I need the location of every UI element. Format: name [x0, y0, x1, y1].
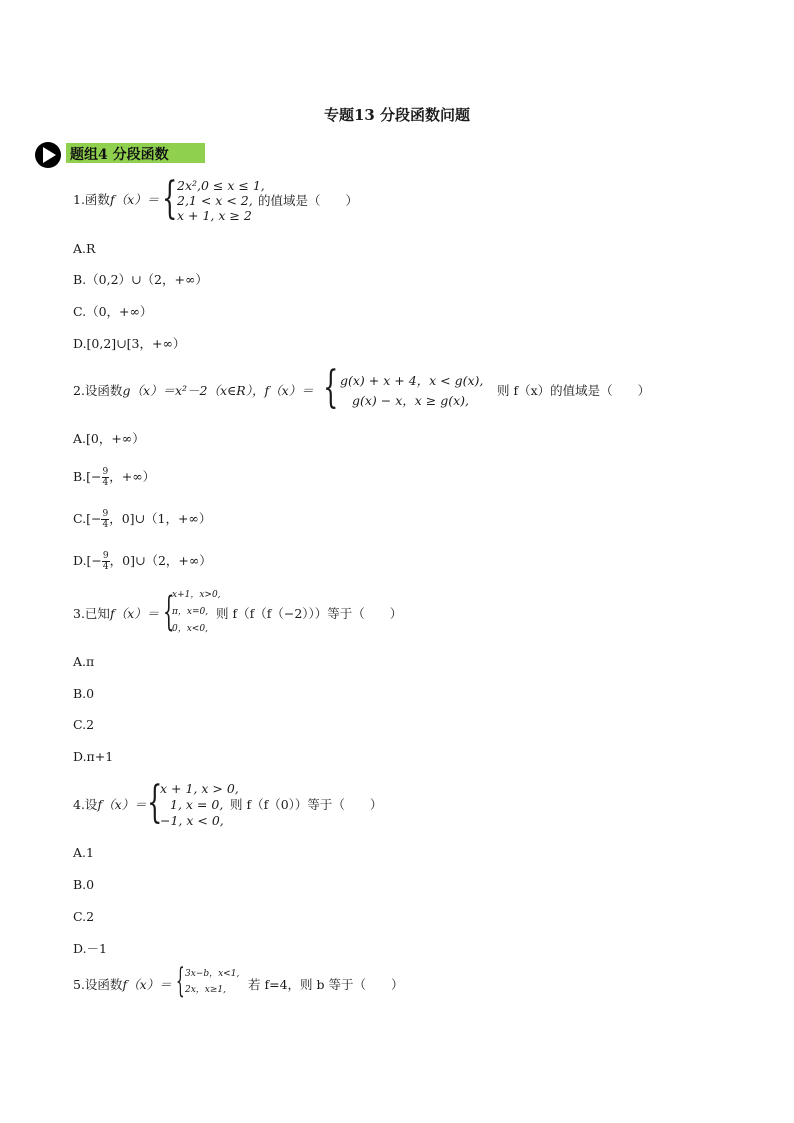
q5-func-text: f（x）＝	[122, 977, 172, 992]
question-2-piecewise	[323, 362, 496, 413]
q2-d-fraction	[102, 551, 110, 572]
question-2-prefix	[73, 382, 314, 400]
q2-option-d	[73, 551, 212, 572]
q2-b-post: ，+∞）	[109, 469, 156, 484]
q5-suffix: 若 f=4，则 b 等于（ ）	[248, 977, 404, 992]
q5-case-2: 2x，x≥1,	[185, 985, 227, 995]
q2-option-a: A.[0，+∞）	[73, 431, 145, 446]
q2-gdef-text: g（x）＝x²－2（x∈R），f（x）＝	[122, 383, 314, 398]
section-label: 题组4 分段函数	[70, 147, 169, 163]
q2-option-c	[73, 509, 211, 530]
q2-option-b	[73, 467, 155, 488]
q3-option-d: D.π+1	[73, 749, 114, 764]
question-5-prefix	[73, 976, 172, 994]
q3-option-b: B.0	[73, 686, 95, 701]
q5-brace: {	[176, 961, 185, 1001]
q2-c-den: 4	[102, 520, 109, 530]
q3-option-c: C.2	[73, 717, 95, 732]
q2-brace: {	[323, 362, 339, 413]
q3-brace: {	[163, 589, 175, 635]
q3-case-3: 0，x<0,	[172, 624, 208, 634]
q2-d-den: 4	[102, 562, 109, 572]
q4-case-2: 1, x = 0,	[170, 797, 224, 812]
question-3-piecewise	[163, 588, 221, 638]
q4-option-b: B.0	[73, 877, 95, 892]
q1-case-2: 2,1 < x < 2,	[177, 193, 253, 208]
question-1-prefix	[73, 191, 159, 209]
q2-d-num: 9	[102, 551, 109, 561]
q2-b-num: 9	[102, 467, 109, 477]
q4-option-a: A.1	[73, 845, 94, 860]
q4-func-text: f（x）＝	[97, 797, 147, 812]
q2-d-post: ，0]∪（2，+∞）	[109, 553, 212, 568]
question-1-piecewise	[162, 173, 265, 227]
q1-option-a: A.R	[73, 241, 96, 256]
q3-suffix: 则 f（f（f（−2）））等于（ ）	[216, 606, 403, 621]
q1-option-d: D.[0,2]∪[3，+∞）	[73, 336, 186, 351]
q5-case-1: 3x−b，x<1,	[185, 969, 240, 979]
q2-d-pre: D.[−	[73, 553, 102, 568]
page-title: 专题13 分段函数问题	[323, 106, 471, 124]
q5-prefix-text: 5.设函数	[73, 977, 123, 992]
q3-prefix-text: 3.已知	[73, 606, 110, 621]
q2-c-post: ，0]∪（1，+∞）	[109, 511, 212, 526]
q1-option-c: C.（0，+∞）	[73, 304, 153, 319]
q2-b-pre: B.[−	[73, 469, 102, 484]
q4-brace: {	[147, 777, 163, 828]
q3-case-1: x+1，x>0,	[172, 590, 221, 600]
q1-brace: {	[162, 173, 178, 224]
question-4-prefix	[73, 796, 147, 814]
q1-case-3: x + 1, x ≥ 2	[177, 208, 252, 223]
q1-func-text: f（x）＝	[109, 192, 160, 207]
q2-b-den: 4	[102, 478, 109, 488]
q1-prefix-text: 1.函数	[73, 192, 110, 207]
q3-case-2: π，x=0,	[172, 607, 209, 617]
question-3-prefix	[73, 605, 159, 623]
q4-option-c: C.2	[73, 909, 95, 924]
q2-c-pre: C.[−	[73, 511, 102, 526]
q2-c-num: 9	[102, 509, 109, 519]
q2-case-2: g(x) − x，x ≥ g(x),	[352, 393, 470, 408]
question-5-piecewise	[176, 961, 249, 1001]
play-arrow-icon	[34, 141, 62, 169]
q3-func-text: f（x）＝	[109, 606, 160, 621]
question-4-piecewise	[147, 777, 239, 832]
q2-case-1: g(x) + x + 4，x < g(x),	[340, 373, 484, 388]
q4-case-1: x + 1, x > 0,	[160, 781, 239, 796]
q1-case-1: 2x²,0 ≤ x ≤ 1,	[177, 178, 265, 193]
q1-option-b: B.（0,2）∪（2，+∞）	[73, 272, 208, 287]
q2-suffix: 则 f（x）的值域是（ ）	[497, 383, 651, 398]
q1-suffix: 的值域是（ ）	[258, 193, 359, 208]
q4-suffix: 则 f（f（0））等于（ ）	[230, 797, 383, 812]
q4-prefix-text: 4.设	[73, 797, 98, 812]
q4-option-d: D.－1	[73, 941, 108, 956]
q3-option-a: A.π	[73, 654, 95, 669]
q2-prefix-text: 2.设函数	[73, 383, 123, 398]
q4-case-3: −1, x < 0,	[160, 813, 224, 828]
